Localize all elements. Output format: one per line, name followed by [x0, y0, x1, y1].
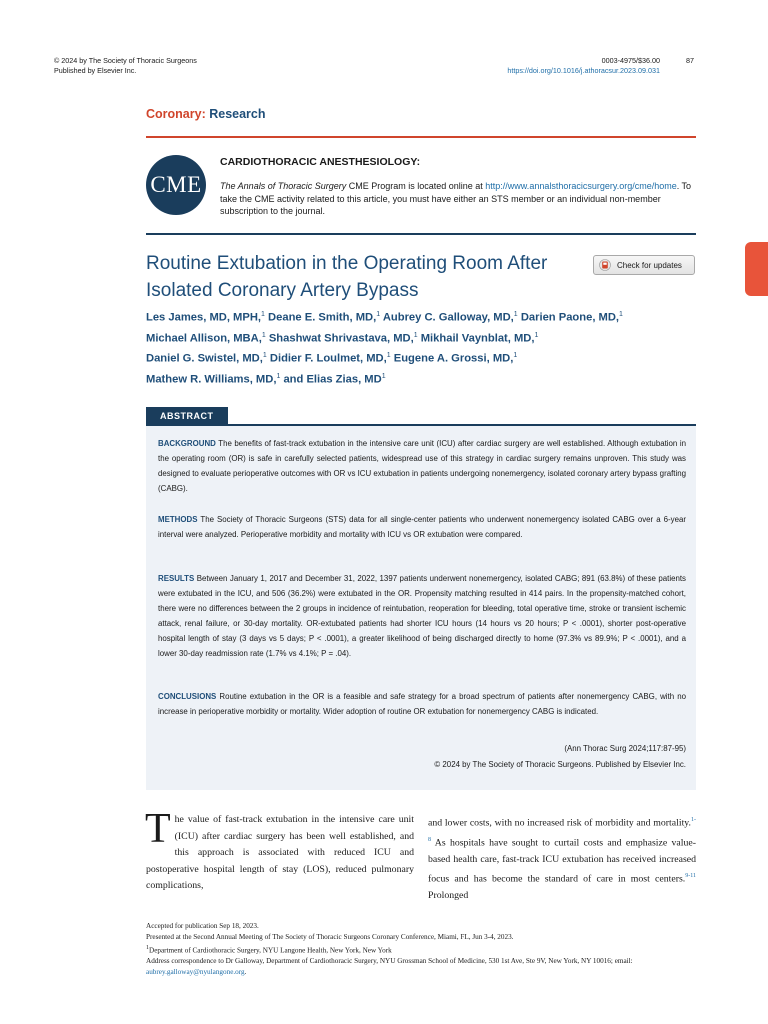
section-divider: [146, 136, 696, 138]
footnotes: [146, 921, 698, 978]
author-affiliation: 1: [386, 352, 391, 360]
author-list: [146, 306, 706, 389]
conclusions-text: Routine extubation in the OR is a feasible and safe strategy for a broad spectrum of patients after nonemergency CABG, with no increase in perioperative morbidity or mortality. Wider adoption of routine OR extubation for nonemergency CABG is indicated.: [158, 692, 686, 716]
author-name: Shashwat Shrivastava, MD,: [268, 332, 414, 345]
correspondence-note: [146, 956, 698, 978]
body-text-right-2: As hospitals have sought to curtail costs and emphasize value-based health care, fast-track ICU extubation has received increased focus and has become the standard of care in most centers.: [428, 837, 696, 885]
affiliation-number: 1: [146, 945, 149, 951]
cme-description: [220, 180, 698, 218]
author-name: Eugene A. Grossi, MD,: [393, 353, 514, 366]
affiliation-text: Department of Cardiothoracic Surgery, NYU Langone Health, New York, New York: [149, 946, 392, 955]
cme-divider: [146, 233, 696, 235]
doi-link[interactable]: https://doi.org/10.1016/j.athoracsur.2023.09.031: [507, 66, 660, 75]
check-updates-icon: [599, 259, 611, 271]
methods-text: The Society of Thoracic Surgeons (STS) data for all single-center patients who underwent nonemergency isolated CABG over a 6-year interval were analyzed. Perioperative morbidity and mortality with ICU vs OR extubation were compared.: [158, 515, 686, 539]
author-name: Deane E. Smith, MD,: [268, 311, 377, 324]
check-for-updates-label: Check for updates: [617, 260, 682, 270]
cme-logo: CME: [146, 155, 206, 215]
author-affiliation: 1: [262, 352, 267, 360]
section-kind: Coronary:: [146, 107, 206, 121]
presented-note: Presented at the Second Annual Meeting of The Society of Thoracic Surgeons Coronary Conference, Miami, FL, Jun 3-4, 2023.: [146, 933, 514, 941]
page-number: 87: [686, 56, 694, 65]
correspondence-end: .: [244, 968, 247, 977]
issn-price: 0003-4975/$36.00: [601, 56, 660, 65]
body-text-right-3: Prolonged: [428, 889, 469, 901]
methods-label: METHODS: [158, 515, 198, 524]
cme-heading: CARDIOTHORACIC ANESTHESIOLOGY:: [220, 156, 421, 168]
author-affiliation: 1: [376, 311, 381, 318]
author-affiliation: 1: [534, 331, 539, 339]
body-column-right: [428, 812, 696, 904]
abstract-conclusions: [158, 689, 686, 719]
affiliation-note: [146, 943, 698, 956]
author-name: and Elias Zias, MD: [283, 373, 382, 386]
author-affiliation: 1: [261, 311, 265, 318]
results-label: RESULTS: [158, 574, 195, 583]
results-text: Between January 1, 2017 and December 31, 2022, 1397 patients underwent nonemergency, isolated CABG; 891 (63.8%) of these patients were extubated in the ICU, and 506 (36.2%) were extubated in the OR. Propensity matching resulted in 414 pairs. In the propensity-matched cohort, there were no differences between the 2 groups in incidence of reintubation, reoperation for bleeding, total operative time, stroke or transient ischemic attack, renal failure, or 30-day mortality. OR-extubated patients had shorter ICU hours (14 hours vs 20 hours; P < .0001), shorter post-operative hospital length of stay (3 days vs 5 days; P < .0001), a greater likelihood of being discharged directly to home (97.3% vs 89.9%; P < .0001), and a lower 30-day readmission rate (1.7% vs 4.1%; P = .04).: [158, 574, 687, 658]
author-name: Mathew R. Williams, MD,: [146, 373, 277, 386]
cme-text-part-1: CME Program is located online at: [346, 181, 486, 191]
section-label: [146, 107, 266, 121]
reference-link[interactable]: 9-11: [685, 873, 696, 880]
background-label: BACKGROUND: [158, 439, 216, 448]
abstract-background: [158, 436, 686, 496]
author-affiliation: 1: [413, 331, 418, 339]
section-type: Research: [209, 107, 266, 121]
email-link[interactable]: aubrey.galloway@nyulangone.org: [146, 968, 245, 977]
abstract-methods: [158, 512, 686, 542]
author-affiliation: 1: [276, 373, 281, 381]
author-name: Darien Paone, MD,: [520, 311, 620, 324]
author-name: Didier F. Loulmet, MD,: [269, 353, 387, 366]
abstract-tag: ABSTRACT: [146, 407, 228, 425]
abstract-copyright: © 2024 by The Society of Thoracic Surgeons. Published by Elsevier Inc.: [434, 760, 686, 769]
conclusions-label: CONCLUSIONS: [158, 692, 217, 701]
drop-cap: T: [145, 806, 171, 852]
publisher-line: Published by Elsevier Inc.: [54, 66, 137, 75]
background-text: The benefits of fast-track extubation in the intensive care unit (ICU) after cardiac surgery are well established. Although extubation in the operating room (OR) is safe in carefully selected patients, widespread use of this strategy in cardiac surgery remains unproven. This study was designed to evaluate perioperative outcomes with OR vs ICU extubation in patients undergoing nonemergency, isolated coronary artery bypass grafting (CABG).: [158, 439, 686, 493]
body-text-left: he value of fast-track extubation in the intensive care unit (ICU) after cardiac surgery has been well established, and this approach is associated with reduced ICU and postoperative hospital length of stay (LOS), reduced pulmonary complications,: [146, 814, 414, 891]
author-name: Aubrey C. Galloway, MD,: [382, 311, 514, 324]
article-title: Routine Extubation in the Operating Room After Isolated Coronary Artery Bypass: [146, 253, 548, 301]
copyright-line: © 2024 by The Society of Thoracic Surgeons: [54, 56, 197, 65]
author-affiliation: 1: [619, 311, 623, 318]
reference-link[interactable]: 1-8: [428, 817, 696, 843]
body-text-right-1: and lower costs, with no increased risk of morbidity and mortality.: [428, 817, 691, 829]
journal-header-left: [54, 56, 197, 76]
author-affiliation: 1: [513, 311, 518, 318]
author-affiliation: 1: [261, 331, 266, 339]
correspondence-text: Address correspondence to Dr Galloway, Department of Cardiothoracic Surgery, NYU Grossman School of Medicine, 530 1st Ave, Ste 9V, New York, NY 10016; email:: [146, 957, 633, 966]
author-name: Daniel G. Swistel, MD,: [146, 353, 263, 366]
author-name: Mikhail Vaynblat, MD,: [420, 332, 535, 345]
author-affiliation: 1: [513, 352, 518, 360]
author-name: Michael Allison, MBA,: [146, 332, 262, 345]
body-column-left: [145, 806, 414, 895]
cme-text-part-2: . To take the CME activity related to this article, you must have either an STS member or an individual non-member subscription to the journal.: [220, 181, 692, 216]
author-name: Les James, MD, MPH,: [146, 311, 262, 324]
abstract-results: [158, 571, 686, 661]
abstract-divider: [146, 424, 696, 426]
journal-header-right: [504, 56, 660, 76]
abstract-citation: (Ann Thorac Surg 2024;117:87-95): [564, 744, 686, 753]
author-affiliation: 1: [381, 373, 386, 381]
side-tab-marker: [745, 242, 768, 296]
cme-url-link[interactable]: http://www.annalsthoracicsurgery.org/cme/home: [485, 181, 677, 191]
cme-journal-name: The Annals of Thoracic Surgery: [220, 181, 347, 191]
accepted-date: Accepted for publication Sep 18, 2023.: [146, 922, 259, 930]
check-for-updates-button[interactable]: [593, 255, 695, 275]
